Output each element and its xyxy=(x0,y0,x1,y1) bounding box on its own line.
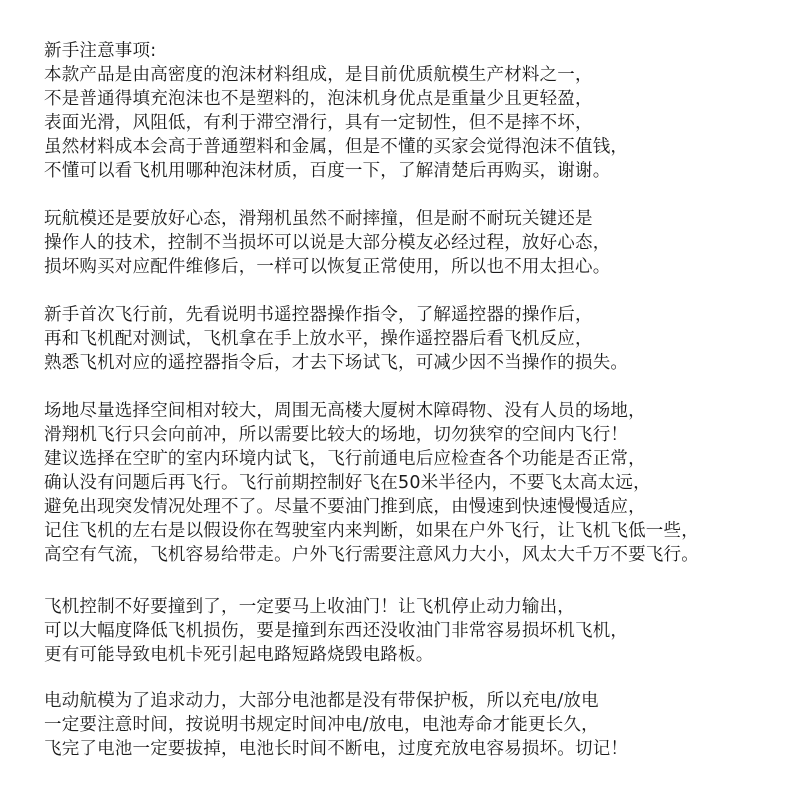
paragraph-line: 新手首次飞行前，先看说明书遥控器操作指令，了解遥控器的操作后， xyxy=(44,305,593,325)
paragraph-line: 可以大幅度降低飞机损伤，要是撞到东西还没收油门非常容易损坏机飞机， xyxy=(44,621,629,641)
paragraph-line: 建议选择在空旷的室内环境内试飞，飞行前通电后应检查各个功能是否正常， xyxy=(44,449,646,469)
paragraph-line: 玩航模还是要放好心态，滑翔机虽然不耐摔撞，但是耐不耐玩关键还是 xyxy=(44,209,593,229)
paragraph-line: 飞完了电池一定要拔掉，电池长时间不断电，过度充放电容易损坏。切记！ xyxy=(44,739,629,759)
paragraph-line: 再和飞机配对测试，飞机拿在手上放水平，操作遥控器后看飞机反应， xyxy=(44,329,593,349)
paragraph-line: 损坏购买对应配件维修后，一样可以恢复正常使用，所以也不用太担心。 xyxy=(44,257,611,277)
paragraph-line: 高空有气流，飞机容易给带走。户外飞行需要注意风力大小，风太大千万不要飞行。 xyxy=(44,545,699,565)
paragraph-line: 熟悉飞机对应的遥控器指令后，才去下场试飞，可减少因不当操作的损失。 xyxy=(44,353,629,373)
document-title: 新手注意事项: xyxy=(44,41,157,61)
paragraph-line: 场地尽量选择空间相对较大，周围无高楼大厦树木障碍物、没有人员的场地， xyxy=(44,401,646,421)
paragraph-line: 虽然材料成本会高于普通塑料和金属，但是不懂的买家会觉得泡沫不值钱， xyxy=(44,137,629,157)
paragraph-line: 表面光滑，风阻低，有利于滞空滑行，具有一定韧性，但不是摔不坏， xyxy=(44,113,593,133)
paragraph-line: 确认没有问题后再飞行。飞行前期控制好飞在50米半径内，不要飞太高太远， xyxy=(44,473,651,493)
paragraph-line: 滑翔机飞行只会向前冲，所以需要比较大的场地，切勿狭窄的空间内飞行！ xyxy=(44,425,629,445)
paragraph-line: 不是普通得填充泡沫也不是塑料的，泡沫机身优点是重量少且更轻盈， xyxy=(44,89,593,109)
paragraph-line: 操作人的技术，控制不当损坏可以说是大部分模友必经过程，放好心态， xyxy=(44,233,611,253)
paragraph-line: 本款产品是由高密度的泡沫材料组成，是目前优质航模生产材料之一， xyxy=(44,65,593,85)
paragraph-line: 更有可能导致电机卡死引起电路短路烧毁电路板。 xyxy=(44,645,434,665)
paragraph-line: 不懂可以看飞机用哪种泡沫材质，百度一下，了解清楚后再购买，谢谢。 xyxy=(44,161,611,181)
paragraph-line: 避免出现突发情况处理不了。尽量不要油门推到底，由慢速到快速慢慢适应， xyxy=(44,497,646,517)
paragraph-line: 电动航模为了追求动力，大部分电池都是没有带保护板，所以充电/放电 xyxy=(44,691,599,711)
paragraph-line: 飞机控制不好要撞到了，一定要马上收油门！让飞机停止动力输出， xyxy=(44,597,575,617)
paragraph-line: 一定要注意时间，按说明书规定时间冲电/放电，电池寿命才能更长久， xyxy=(44,715,599,735)
paragraph-line: 记住飞机的左右是以假设你在驾驶室内来判断，如果在户外飞行，让飞机飞低一些， xyxy=(44,521,699,541)
